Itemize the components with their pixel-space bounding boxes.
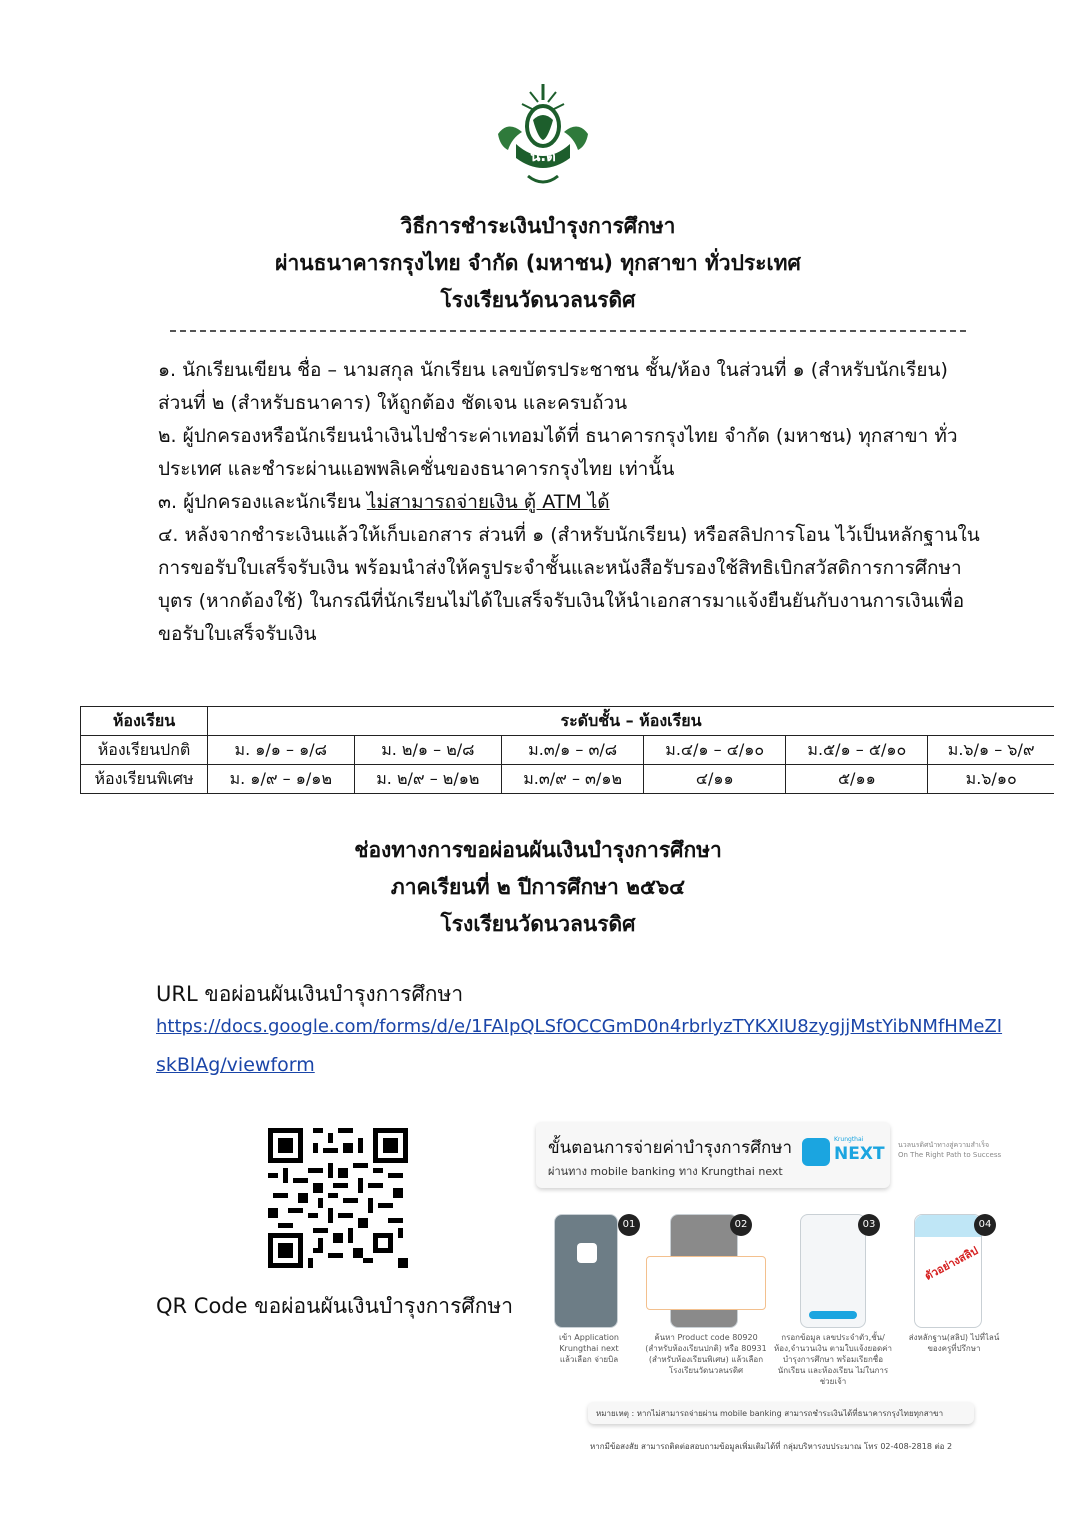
instruction-2: ๒. ผู้ปกครองหรือนักเรียนนำเงินไปชำระค่าเทอมได้ที่ ธนาคารกรุงไทย จำกัด (มหาชน) ทุกสาขา ทั่วประเทศ และชำระผ่านแอพพลิเคชั่นของธนาคารกรุงไทย เท่านั้น (158, 425, 958, 480)
table-cell: ม.๖/๑๐ (928, 765, 1054, 794)
table-cell: ม. ๑/๑ – ๑/๘ (208, 736, 355, 765)
header-room: ห้องเรียน (81, 707, 208, 736)
installment-line-3: โรงเรียนวัดนวลนรดิศ (440, 912, 636, 936)
contact-text: หากมีข้อสงสัย สามารถติดต่อสอบถามข้อมูลเพิ่มเติมได้ที่ กลุ่มบริหารงบประมาณ โทร 02-408-2818 ต่อ 2 (590, 1442, 953, 1451)
installment-form-link[interactable] (156, 1008, 1003, 1084)
note-card (588, 1402, 974, 1424)
table-cell: ม.๓/๑ – ๓/๘ (502, 736, 644, 765)
url-line-2[interactable]: skBlAg/viewform (156, 1054, 315, 1076)
krungthai-brand-small: Krungthai (834, 1136, 864, 1143)
row-label: ห้องเรียนพิเศษ (81, 765, 208, 794)
table-cell: ๔/๑๑ (644, 765, 786, 794)
slogan-english: On The Right Path to Success (898, 1151, 1002, 1159)
class-levels-table (80, 706, 1054, 794)
table-cell: ม. ๒/๙ – ๒/๑๒ (354, 765, 502, 794)
step-2-number: 02 (730, 1214, 752, 1236)
row-label: ห้องเรียนปกติ (81, 736, 208, 765)
url-line-1[interactable]: https://docs.google.com/forms/d/e/1FAIpQLSfOCCGmD0n4rbrlyzTYKXIU8zygjjMstYibNMfHMeZI (156, 1016, 1003, 1037)
table-cell: ม.๔/๑ – ๔/๑๐ (644, 736, 786, 765)
table-row (81, 765, 1055, 794)
krungthai-panel (536, 1122, 1016, 1462)
page-title (0, 208, 1076, 319)
step-1-text: เข้า Application Krungthai next แล้วเลือก จ่ายบิล (559, 1333, 619, 1364)
krungthai-subtitle: ผ่านทาง mobile banking ทาง Krungthai next (548, 1165, 783, 1178)
url-label: URL ขอผ่อนผันเงินบำรุงการศึกษา (156, 982, 464, 1006)
step-3-text: กรอกข้อมูล เลขประจำตัว,ชั้น/ห้อง,จำนวนเงิน ตามใบแจ้งยอดค่าบำรุงการศึกษา พร้อมเรียกชื่อนักเรียน และห้องเรียน ไม่ในการช่วยเจ้า (773, 1333, 892, 1386)
table-cell: ม.๓/๙ – ๓/๑๒ (502, 765, 644, 794)
krungthai-bird-icon (802, 1138, 830, 1166)
slogan-thai: นวลนรดิศนำทางสู่ความสำเร็จ (898, 1141, 990, 1149)
table-cell: ม.๖/๑ – ๖/๙ (928, 736, 1054, 765)
step-2-text: ค้นหา Product code 80920 (สำหรับห้องเรียนปกติ) หรือ 80931 (สำหรับห้องเรียนพิเศษ) แล้วเลือกโรงเรียนวัดนวลนรดิศ (645, 1333, 767, 1375)
step-3-confirm-button (809, 1311, 857, 1319)
sample-slip-stamp: ตัวอย่างสลิป (922, 1244, 981, 1283)
instruction-1: ๑. นักเรียนเขียน ชื่อ – นามสกุล นักเรียน เลขบัตรประชาชน ชั้น/ห้อง ในส่วนที่ ๑ (สำหรับนักเรียน) ส่วนที่ ๒ (สำหรับธนาคาร) ให้ถูกต้อง ชัดเจน และครบถ้วน (158, 359, 948, 414)
bill-payment-icon (577, 1243, 597, 1263)
krungthai-title: ขั้นตอนการจ่ายค่าบำรุงการศึกษา (548, 1138, 793, 1158)
school-logo (488, 80, 598, 190)
instruction-3: ๓. ผู้ปกครองและนักเรียน ไม่สามารถจ่ายเงิน ตู้ ATM ได้ (158, 491, 610, 513)
atm-warning: ไม่สามารถจ่ายเงิน ตู้ ATM ได้ (366, 491, 610, 513)
installment-line-2: ภาคเรียนที่ ๒ ปีการศึกษา ๒๕๖๔ (390, 875, 686, 899)
qr-code[interactable] (268, 1128, 408, 1268)
table-cell: ม. ๑/๙ – ๑/๑๒ (208, 765, 355, 794)
note-text: หมายเหตุ : หากไม่สามารถจ่ายผ่าน mobile banking สามารถชำระเงินได้ที่ธนาคารกรุงไทยทุกสาขา (596, 1409, 944, 1418)
step-2-search-card (646, 1256, 766, 1310)
krungthai-header-card (536, 1122, 890, 1188)
table-cell: ม. ๒/๑ – ๒/๘ (354, 736, 502, 765)
title-line-1: วิธีการชำระเงินบำรุงการศึกษา (400, 214, 676, 238)
step-3-number: 03 (858, 1214, 880, 1236)
instructions (158, 354, 980, 651)
krungthai-brand: NEXT (834, 1144, 885, 1164)
installment-heading (0, 832, 1076, 943)
title-line-2: ผ่านธนาคารกรุงไทย จำกัด (มหาชน) ทุกสาขา ทั่วประเทศ (275, 251, 801, 275)
school-slogan (898, 1140, 1016, 1159)
step-3-screenshot (800, 1214, 866, 1328)
krungthai-next-logo (802, 1136, 885, 1170)
step-4-slip-header (915, 1215, 981, 1237)
installment-line-1: ช่องทางการขอผ่อนผันเงินบำรุงการศึกษา (354, 838, 722, 862)
logo-text: น.ด (530, 147, 556, 165)
table-header-row (81, 707, 1055, 736)
table-cell: ๕/๑๑ (786, 765, 928, 794)
step-4-text: ส่งหลักฐาน(สลิป) ไปที่ไลน์ของครูที่ปรึกษา (908, 1333, 1000, 1353)
table-cell: ม.๕/๑ – ๕/๑๐ (786, 736, 928, 765)
instruction-4: ๔. หลังจากชำระเงินแล้วให้เก็บเอกสาร ส่วนที่ ๑ (สำหรับนักเรียน) หรือสลิปการโอน ไว้เป็นหลักฐานในการขอรับใบเสร็จรับเงิน พร้อมนำส่งให้ครูประจำชั้นและหนังสือรับรองใช้สิทธิเบิกสวัสดิการการศึกษาบุตร (หากต้องใช้) ในกรณีที่นักเรียนไม่ได้ใบเสร็จรับเงินให้นำเอกสารมาแจ้งยืนยันกับงานการเงินเพื่อขอรับใบเสร็จรับเงิน (158, 524, 980, 645)
step-1-number: 01 (618, 1214, 640, 1236)
title-line-3: โรงเรียนวัดนวลนรดิศ (440, 288, 636, 312)
step-1-screenshot (554, 1214, 618, 1328)
header-levels: ระดับชั้น – ห้องเรียน (208, 707, 1055, 736)
qr-caption: QR Code ขอผ่อนผันเงินบำรุงการศึกษา (156, 1294, 514, 1318)
step-4-number: 04 (974, 1214, 996, 1236)
dashed-divider (170, 330, 966, 332)
table-row (81, 736, 1055, 765)
